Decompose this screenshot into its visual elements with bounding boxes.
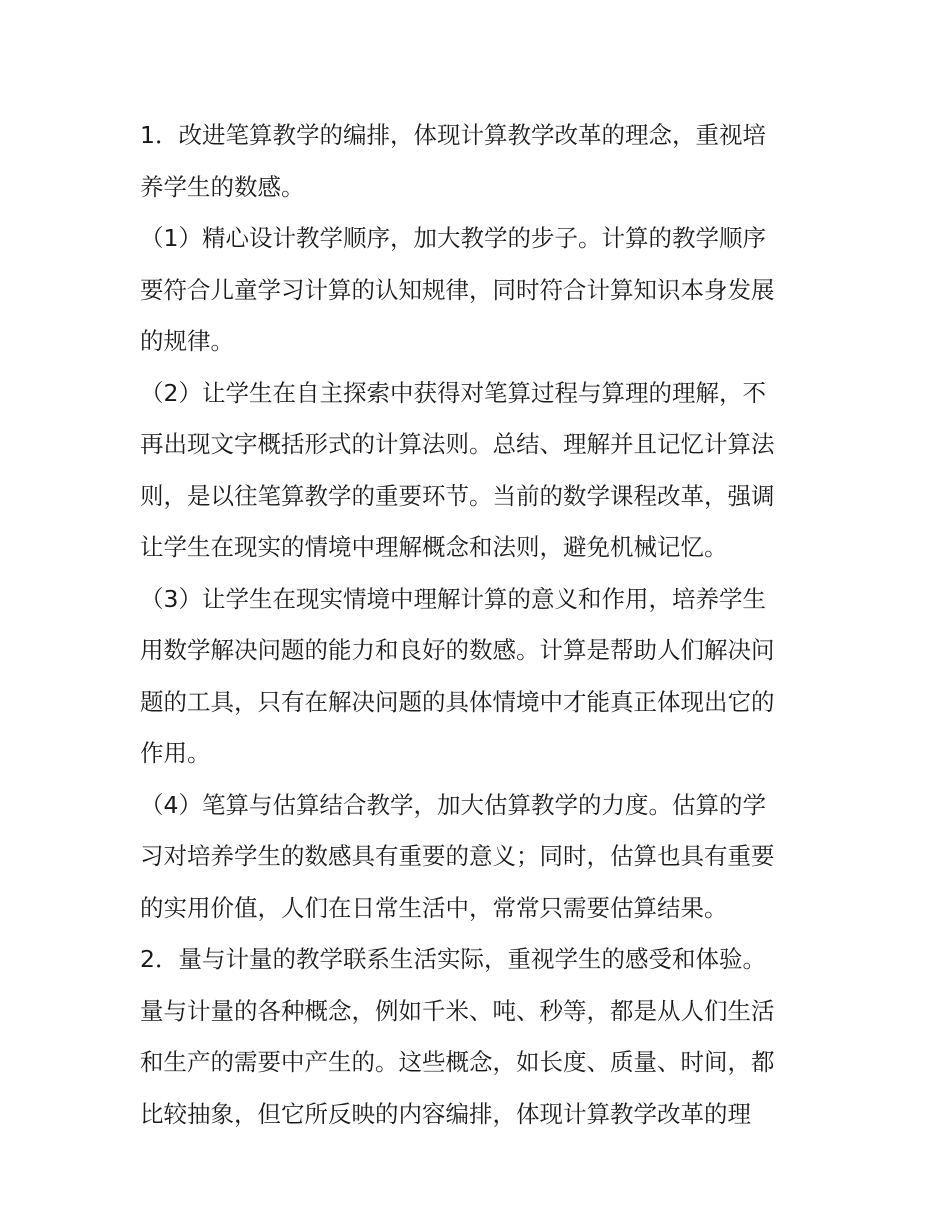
- paragraph-2: [140, 213, 820, 368]
- paragraph-1: [140, 110, 820, 213]
- text-line: 的实用价值，人们在日常生活中，常常只需要估算结果。: [140, 893, 728, 922]
- text-line: 量与计量的各种概念，例如千米、吨、秒等，都是从人们生活: [140, 996, 775, 1025]
- text-line: 比较抽象，但它所反映的内容编排，体现计算教学改革的理: [140, 1099, 751, 1128]
- text-line: 再出现文字概括形式的计算法则。总结、理解并且记忆计算法: [140, 430, 775, 458]
- text-line: 用数学解决问题的能力和良好的数感。计算是帮助人们解决问: [140, 636, 775, 664]
- text-line: 要符合儿童学习计算的认知规律，同时符合计算知识本身发展: [140, 275, 775, 304]
- text-line: 则，是以往笔算教学的重要环节。当前的数学课程改革，强调: [140, 481, 775, 510]
- text-line: （2）让学生在自主探索中获得对笔算过程与算理的理解，不: [140, 378, 766, 407]
- paragraph-6: [140, 934, 820, 1140]
- text-line: 养学生的数感。: [140, 172, 305, 201]
- text-line: 和生产的需要中产生的。这些概念，如长度、质量、时间，都: [140, 1048, 775, 1076]
- text-line: 题的工具，只有在解决问题的具体情境中才能真正体现出它的: [140, 687, 775, 716]
- paragraph-4: [140, 574, 820, 780]
- text-line: 1．改进笔算教学的编排，体现计算教学改革的理念，重视培: [140, 121, 766, 149]
- document-body: [140, 110, 820, 1140]
- text-line: 2．量与计量的教学联系生活实际，重视学生的感受和体验。: [140, 945, 766, 973]
- text-line: 的规律。: [140, 327, 234, 355]
- text-line: （3）让学生在现实情境中理解计算的意义和作用，培养学生: [140, 584, 766, 613]
- text-line: 让学生在现实的情境中理解概念和法则，避免机械记忆。: [140, 533, 728, 561]
- text-line: 作用。: [140, 739, 211, 767]
- text-line: （1）精心设计教学顺序，加大教学的步子。计算的教学顺序: [140, 224, 766, 252]
- text-line: （4）笔算与估算结合教学，加大估算教学的力度。估算的学: [140, 790, 766, 819]
- paragraph-3: [140, 368, 820, 574]
- text-line: 习对培养学生的数感具有重要的意义；同时，估算也具有重要: [140, 842, 775, 870]
- paragraph-5: [140, 780, 820, 935]
